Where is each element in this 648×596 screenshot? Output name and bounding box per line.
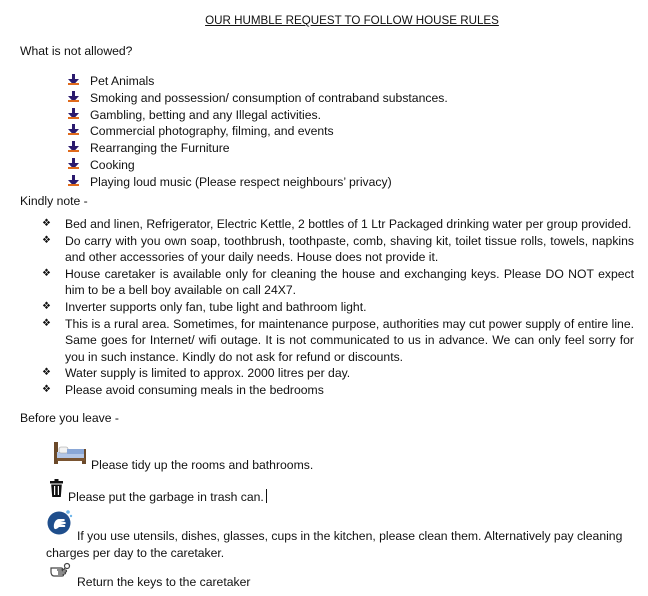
trash-can-icon — [50, 479, 63, 500]
before-leave-item: Please put the garbage in trash can. — [68, 489, 267, 504]
list-item: Playing loud music (Please respect neighbours’ privacy) — [68, 174, 448, 191]
kindly-note-heading: Kindly note - — [20, 194, 88, 208]
down-arrow-bullet-icon — [68, 123, 90, 140]
down-arrow-bullet-icon — [68, 140, 90, 157]
diamond-bullet-icon: ❖ — [42, 300, 51, 312]
diamond-bullet-icon: ❖ — [42, 234, 51, 246]
list-item: ❖ Please avoid consuming meals in the bedrooms — [42, 382, 324, 397]
diamond-bullet-icon: ❖ — [42, 367, 51, 379]
list-item: Smoking and possession/ consumption of contraband substances. — [68, 90, 448, 107]
before-leave-item: Please tidy up the rooms and bathrooms. — [91, 458, 314, 472]
list-item: ❖ Bed and linen, Refrigerator, Electric Kettle, 2 bottles of 1 Ltr Packaged drinking water per group provided. — [42, 217, 632, 231]
down-arrow-bullet-icon — [68, 73, 90, 90]
list-item: ❖ House caretaker is available only for cleaning the house and exchanging keys. Please DO NOT expect him to be a bell boy available on call 24X7. — [42, 266, 634, 298]
kindly-note-list — [42, 216, 634, 399]
before-leave-item: If you use utensils, dishes, glasses, cups in the kitchen, please clean them. Alternatively pay cleaning charges per day to the caretaker. — [46, 529, 623, 560]
list-item: ❖ Water supply is limited to approx. 2000 litres per day. — [42, 366, 351, 381]
not-allowed-list — [68, 73, 448, 191]
diamond-bullet-icon: ❖ — [42, 267, 51, 279]
list-item: ❖ Do carry with you own soap, toothbrush, toothpaste, comb, shaving kit, toilet tissue rolls, towels, napkins and other accessories of your daily needs. House does not provide it. — [42, 233, 634, 265]
list-item: ❖ Inverter supports only fan, tube light and bathroom light. — [42, 299, 367, 314]
list-item: Gambling, betting and any Illegal activities. — [68, 107, 448, 124]
down-arrow-bullet-icon — [68, 174, 90, 191]
page-title: OUR HUMBLE REQUEST TO FOLLOW HOUSE RULES — [205, 14, 499, 27]
down-arrow-bullet-icon — [68, 157, 90, 174]
not-allowed-heading: What is not allowed? — [20, 44, 133, 58]
before-leave-item: Return the keys to the caretaker — [77, 575, 251, 589]
list-item: ❖ This is a rural area. Sometimes, for maintenance purpose, authorities may cut power supply of entire line. Same goes for Internet/ wifi outage. It is not communicated to us in advance. We can only feel sorry for you in such instance. Kindly do not ask for refund or discounts. — [42, 316, 634, 364]
text-cursor — [266, 489, 267, 503]
bed-icon — [53, 440, 87, 469]
before-leave-heading: Before you leave - — [20, 411, 119, 425]
down-arrow-bullet-icon — [68, 107, 90, 124]
diamond-bullet-icon: ❖ — [42, 317, 51, 329]
list-item: Rearranging the Furniture — [68, 140, 448, 157]
diamond-bullet-icon: ❖ — [42, 383, 51, 395]
list-item: Commercial photography, filming, and events — [68, 123, 448, 140]
diamond-bullet-icon: ❖ — [42, 218, 51, 229]
down-arrow-bullet-icon — [68, 90, 90, 107]
list-item: Cooking — [68, 157, 448, 174]
list-item: Pet Animals — [68, 73, 448, 90]
hand-key-icon — [50, 562, 72, 585]
